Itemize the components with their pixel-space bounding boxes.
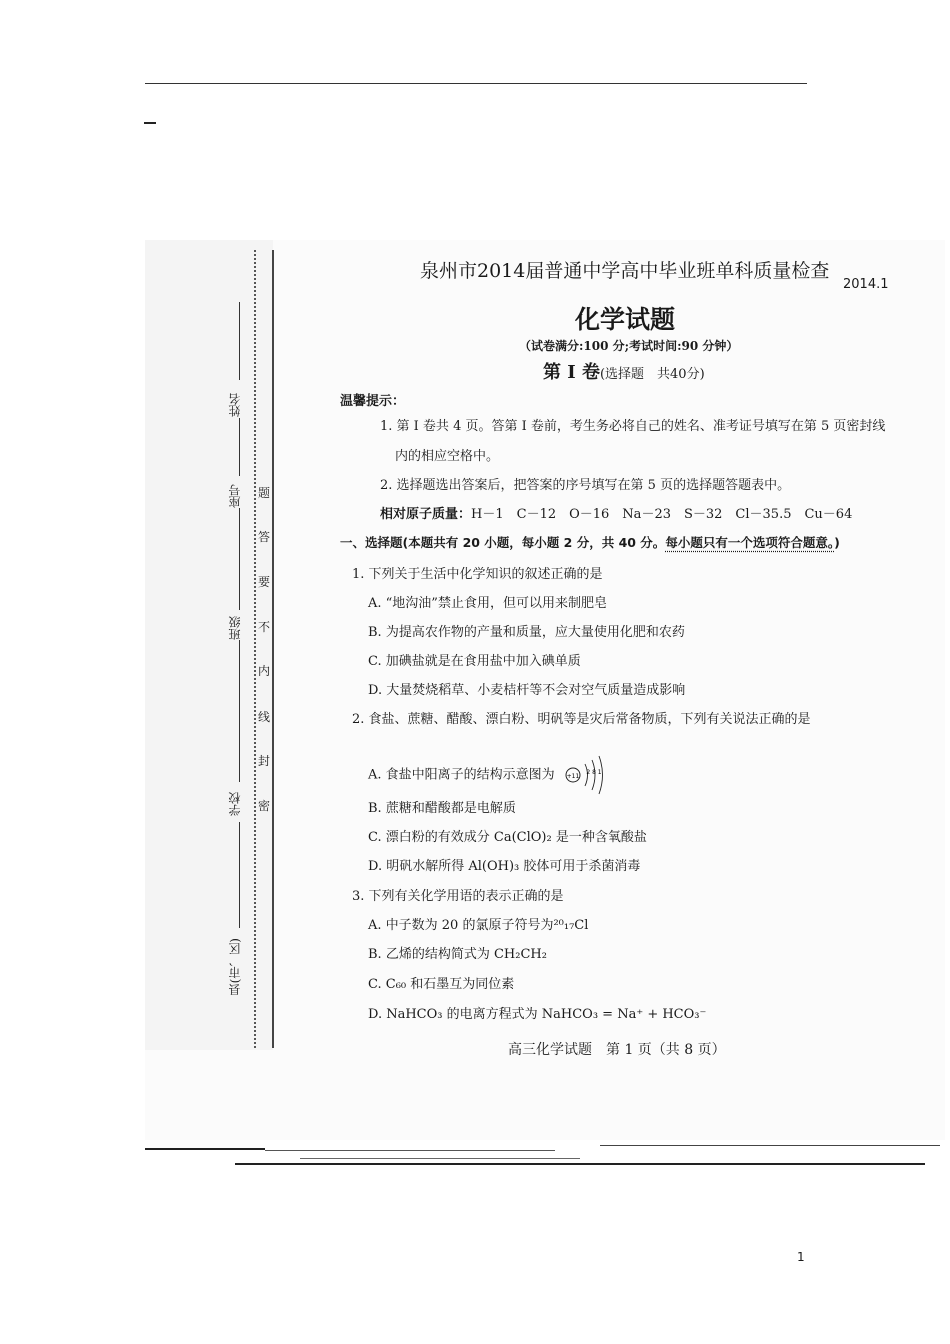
scan-streak: [265, 1150, 555, 1151]
seal-char: 不: [258, 620, 271, 634]
q3-option-a: A. 中子数为 20 的氯原子符号为²⁰₁₇Cl: [368, 918, 589, 933]
section-heading-text: 一、选择题(本题共有 20 小题，每小题 2 分，共 40 分。: [340, 535, 666, 550]
exam-title: 泉州市2014届普通中学高中毕业班单科质量检查: [420, 260, 830, 282]
school-label: 学校: [228, 792, 242, 816]
q2-option-a: [368, 752, 609, 798]
q1-option-a: A. “地沟油”禁止食用，但可以用来制肥皂: [368, 596, 607, 611]
q1-option-c: C. 加碘盐就是在食用盐中加入碘单质: [368, 654, 581, 669]
page-number: 1: [797, 1250, 805, 1264]
volume-label: 第 I 卷: [543, 362, 600, 383]
section-heading-emphasis: 每小题只有一个选项符合题意。: [665, 535, 835, 550]
header-dash: [144, 122, 156, 124]
seat-label: 座号: [228, 484, 242, 508]
tips-heading: 温馨提示：: [340, 394, 406, 409]
top-rule: [145, 83, 807, 84]
seat-blank: [239, 418, 240, 476]
volume-heading: [543, 358, 705, 384]
name-label: 姓名: [228, 393, 242, 417]
q2-option-c: C. 漂白粉的有效成分 Ca(ClO)₂ 是一种含氧酸盐: [368, 830, 647, 845]
q2-option-b: B. 蔗糖和醋酸都是电解质: [368, 801, 516, 816]
seal-char: 要: [258, 575, 271, 589]
atomic-masses: [380, 503, 852, 522]
scan-streak: [300, 1158, 580, 1159]
tip-1a: 1. 第 I 卷共 4 页。答第 I 卷前，考生务必将自己的姓名、准考证号填写在第 5 页密封线: [380, 419, 886, 434]
scan-streak: [600, 1145, 940, 1146]
seal-char: 内: [258, 664, 271, 678]
sodium-ion-structure-diagram: [563, 752, 609, 798]
q3-stem: 3. 下列有关化学用语的表示正确的是: [352, 889, 564, 904]
q1-option-d: D. 大量焚烧稻草、小麦桔杆等不会对空气质量造成影响: [368, 683, 686, 698]
nucleus-charge: +11: [566, 773, 580, 780]
q3-option-c: C. C₆₀ 和石墨互为同位素: [368, 977, 515, 992]
section-heading: [340, 533, 840, 551]
q2-option-a-text: A. 食盐中阳离子的结构示意图为: [368, 767, 555, 783]
q1-stem: 1. 下列关于生活中化学知识的叙述正确的是: [352, 567, 603, 582]
county-blank: [239, 822, 240, 928]
scan-streak: [145, 1148, 265, 1150]
q3-option-b: B. 乙烯的结构简式为 CH₂CH₂: [368, 947, 547, 962]
q1-option-b: B. 为提高农作物的产量和质量，应大量使用化肥和农药: [368, 625, 685, 640]
q2-option-d: D. 明矾水解所得 Al(OH)₃ 胶体可用于杀菌消毒: [368, 859, 641, 874]
atomic-masses-label: 相对原子质量：: [380, 507, 472, 522]
seal-char: 线: [258, 710, 271, 724]
section-heading-end: ): [834, 535, 840, 550]
exam-info: （试卷满分:100 分;考试时间:90 分钟）: [519, 339, 739, 353]
class-label: 班级: [228, 616, 242, 640]
seal-dotted-line: [254, 250, 256, 1048]
name-blank: [239, 302, 240, 380]
tip-2: 2. 选择题选出答案后，把答案的序号填写在第 5 页的选择题答题表中。: [380, 478, 791, 493]
tip-1b: 内的相应空格中。: [395, 449, 500, 464]
q2-stem: 2. 食盐、蔗糖、醋酸、漂白粉、明矾等是灾后常备物质，下列有关说法正确的是: [352, 712, 811, 727]
seal-char: 密: [258, 799, 271, 813]
seal-solid-line: [272, 250, 274, 1048]
county-label: 县(市、区): [228, 938, 242, 996]
shell-electrons: 2 8 1: [586, 769, 602, 776]
seal-char: 封: [258, 754, 271, 768]
q3-option-d: D. NaHCO₃ 的电离方程式为 NaHCO₃ = Na⁺ + HCO₃⁻: [368, 1007, 707, 1022]
volume-note: (选择题 共40分): [599, 367, 705, 382]
subject-title: 化学试题: [575, 305, 676, 334]
scan-streak: [235, 1163, 925, 1165]
school-blank: [239, 640, 240, 782]
seal-char: 题: [258, 486, 271, 500]
exam-date: 2014.1: [843, 277, 889, 292]
atomic-masses-values: H－1 C－12 O－16 Na－23 S－32 Cl－35.5 Cu－64: [471, 507, 853, 522]
page-footer: 高三化学试题 第 1 页（共 8 页）: [508, 1042, 726, 1058]
class-blank: [239, 508, 240, 610]
seal-char: 答: [258, 530, 271, 544]
